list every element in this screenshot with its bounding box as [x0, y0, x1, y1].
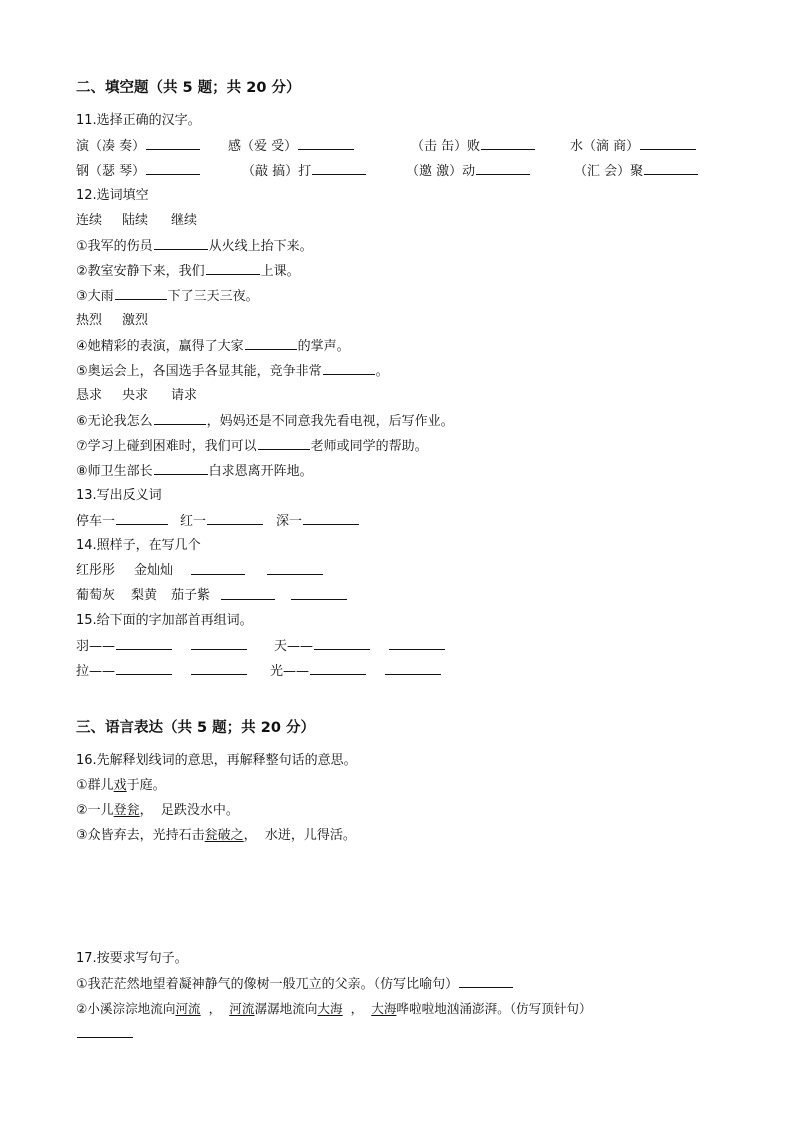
q12-sentence-2: ②教室安静下来，我们 上课。: [76, 260, 300, 282]
answer-blank[interactable]: [389, 635, 445, 650]
q12-sentence-1: ①我军的伤员 从火线上抬下来。: [76, 235, 313, 257]
answer-blank-wrap: [290, 585, 348, 608]
answer-blank[interactable]: [459, 973, 513, 988]
answer-blank[interactable]: [245, 335, 297, 350]
answer-blank[interactable]: [323, 360, 375, 375]
section-3-heading: 三、语言表达（共 5 题；共 20 分）: [76, 720, 315, 736]
q11-item: 感（爱 受）: [228, 135, 355, 158]
q17-title: 17.按要求写句子。: [76, 951, 188, 966]
answer-blank-wrap: [384, 660, 442, 683]
answer-blank[interactable]: [116, 635, 172, 650]
q11-item: （汇 会）聚: [574, 160, 699, 183]
answer-blank[interactable]: [154, 460, 208, 475]
antonym-item: 停车一: [76, 510, 169, 533]
q12-title: 12.选词填空: [76, 188, 149, 203]
word-option: 央求: [122, 388, 149, 403]
answer-blank[interactable]: [291, 585, 347, 600]
word-option: 继续: [171, 213, 198, 228]
q17-sentence-1: ①我茫茫然地望着凝神静气的像树一般兀立的父亲。（仿写比喻句）: [76, 973, 514, 995]
answer-blank-wrap: [190, 660, 248, 683]
example-word: 葡萄灰: [76, 588, 116, 603]
q12-word-group-3: [76, 385, 376, 407]
answer-blank[interactable]: [476, 160, 530, 175]
q17-answer-line: [76, 1023, 134, 1045]
q16-title: 16.先解释划线词的意思，再解释整句话的意思。: [76, 753, 357, 768]
answer-blank-wrap: [220, 585, 276, 608]
q11-item: 钢（瑟 琴）: [76, 160, 201, 183]
q12-sentence-4: ④她精彩的表演，赢得了大家 的掌声。: [76, 335, 350, 357]
underlined-word: 大海: [317, 1001, 343, 1016]
q16-sentence-3: ③众皆弃去，光持石击瓮破之， 水迸，儿得活。: [76, 828, 356, 843]
radical-item: 天——: [274, 635, 371, 658]
q11-item: 演（凑 奏）: [76, 135, 201, 158]
q13-title: 13.写出反义词: [76, 488, 162, 503]
q12-word-group-1: [76, 210, 376, 232]
radical-item: 羽——: [76, 635, 173, 658]
q11-item: （敲 搞）打: [242, 160, 367, 183]
answer-blank[interactable]: [146, 135, 200, 150]
example-word: 茄子紫: [171, 588, 211, 603]
word-option: 激烈: [122, 313, 149, 328]
underlined-word: 河流: [229, 1001, 255, 1016]
answer-blank[interactable]: [221, 585, 275, 600]
word-option: 热烈: [76, 313, 103, 328]
q17-sentence-2: ②小溪淙淙地流向河流 ， 河流潺潺地流向大海 ， 大海哗啦啦地汹涌澎湃。（仿写顶针句）: [76, 1001, 592, 1016]
underlined-word: 登瓮: [113, 803, 140, 818]
answer-blank[interactable]: [146, 160, 200, 175]
underlined-word: 河流: [175, 1001, 201, 1016]
q11-row-1: [76, 135, 716, 157]
radical-item: 光——: [270, 660, 367, 683]
q16-sentence-1: ①群儿戏于庭。: [76, 778, 166, 793]
q12-sentence-5: ⑤奥运会上，各国选手各显其能，竞争非常 。: [76, 360, 389, 382]
underlined-word: 戏: [113, 778, 127, 793]
q11-item: 水（滴 商）: [570, 135, 697, 158]
answer-blank-wrap: [388, 635, 446, 658]
answer-blank-wrap: [190, 635, 248, 658]
answer-blank[interactable]: [310, 660, 366, 675]
underlined-word: 大海: [371, 1001, 397, 1016]
q15-title: 15.给下面的字加部首再组词。: [76, 613, 253, 628]
antonym-item: 红一: [180, 510, 264, 533]
answer-blank[interactable]: [191, 560, 245, 575]
answer-blank-wrap: [266, 560, 324, 583]
answer-blank[interactable]: [207, 510, 263, 525]
q14-row-2: [76, 585, 376, 607]
example-word: 梨黄: [131, 588, 158, 603]
answer-blank[interactable]: [116, 660, 172, 675]
q15-row-2: [76, 660, 456, 682]
answer-blank[interactable]: [115, 285, 167, 300]
word-option: 连续: [76, 213, 103, 228]
q12-sentence-8: ⑧师卫生部长 白求恩离开阵地。: [76, 460, 313, 482]
q11-item: （邀 激）动: [406, 160, 531, 183]
answer-blank[interactable]: [298, 135, 354, 150]
word-option: 恳求: [76, 388, 103, 403]
q11-title: 11.选择正确的汉字。: [76, 113, 201, 128]
example-word: 红彤彤: [76, 563, 116, 578]
answer-blank[interactable]: [77, 1023, 133, 1038]
answer-blank[interactable]: [312, 160, 366, 175]
answer-blank[interactable]: [154, 410, 206, 425]
q16-sentence-2: ②一儿登瓮， 足跌没水中。: [76, 803, 239, 818]
answer-blank[interactable]: [258, 435, 310, 450]
antonym-item: 深一: [276, 510, 360, 533]
answer-blank[interactable]: [154, 235, 208, 250]
underlined-word: 瓮破之: [204, 828, 244, 843]
answer-blank[interactable]: [644, 160, 698, 175]
answer-blank[interactable]: [640, 135, 696, 150]
answer-blank[interactable]: [191, 660, 247, 675]
section-2-heading: 二、填空题（共 5 题；共 20 分）: [76, 80, 301, 96]
answer-blank[interactable]: [385, 660, 441, 675]
word-option: 陆续: [122, 213, 149, 228]
answer-blank[interactable]: [481, 135, 535, 150]
q11-item: （击 缶）败: [411, 135, 536, 158]
radical-item: 拉——: [76, 660, 173, 683]
q12-sentence-6: ⑥无论我怎么 ，妈妈还是不同意我先看电视，后写作业。: [76, 410, 454, 432]
q12-word-group-2: [76, 310, 376, 332]
q13-row: [76, 510, 396, 532]
answer-blank[interactable]: [267, 560, 323, 575]
word-option: 请求: [171, 388, 198, 403]
answer-blank[interactable]: [116, 510, 168, 525]
q12-sentence-7: ⑦学习上碰到困难时，我们可以 老师或同学的帮助。: [76, 435, 428, 457]
q14-title: 14.照样子，在写几个: [76, 538, 201, 553]
q12-sentence-3: ③大雨 下了三天三夜。: [76, 285, 259, 307]
q14-row-1: [76, 560, 376, 582]
answer-blank-wrap: [190, 560, 246, 583]
q15-row-1: [76, 635, 456, 657]
answer-blank[interactable]: [314, 635, 370, 650]
answer-blank[interactable]: [303, 510, 359, 525]
example-word: 金灿灿: [134, 563, 174, 578]
q11-row-2: [76, 160, 716, 182]
answer-blank[interactable]: [206, 260, 260, 275]
answer-blank[interactable]: [191, 635, 247, 650]
